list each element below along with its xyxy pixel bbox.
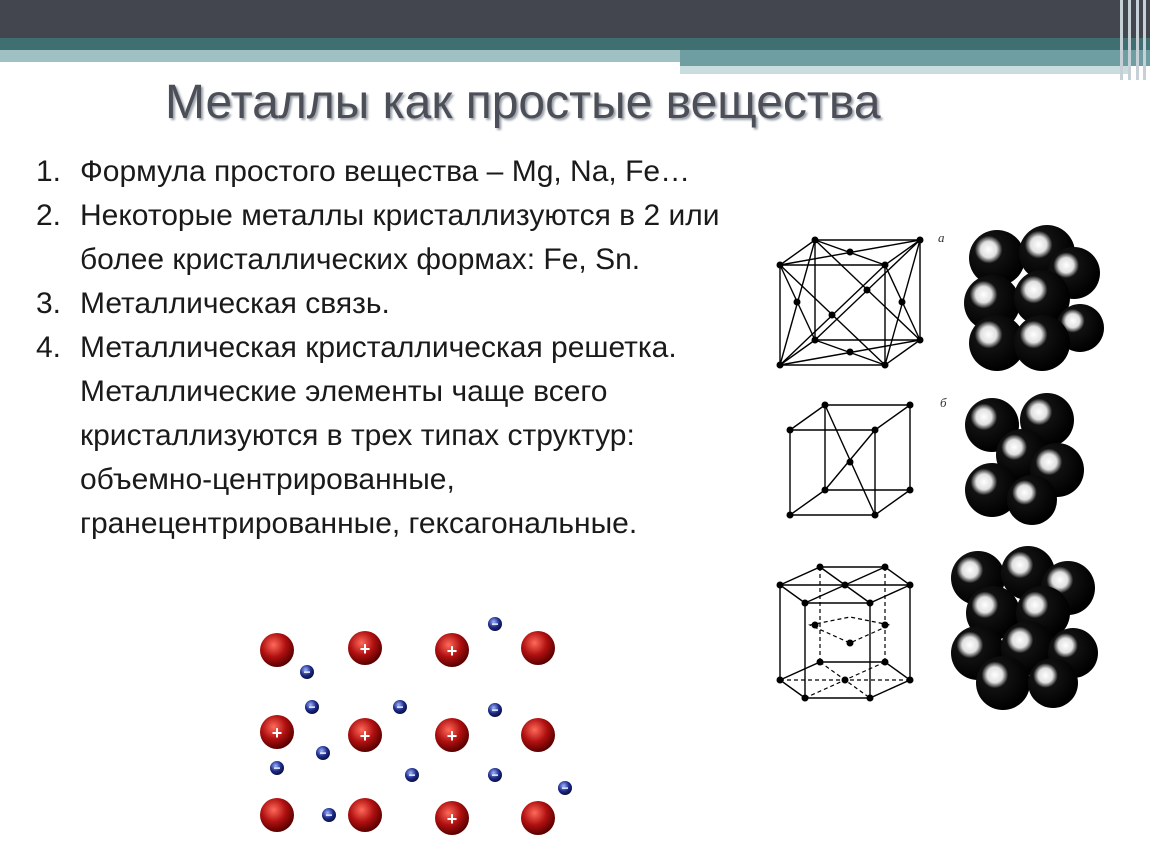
- bullet-list: [36, 150, 796, 546]
- electron: [558, 781, 572, 795]
- cation: [435, 633, 469, 667]
- sphere-packing-bcc: [962, 395, 1097, 525]
- header-stripe: [0, 38, 1150, 50]
- sphere-packing-fcc: [962, 228, 1107, 373]
- svg-text:−: −: [491, 617, 499, 631]
- svg-text:−: −: [396, 700, 404, 714]
- lattice-fcc-diagram: [775, 230, 945, 370]
- electron: [488, 703, 502, 717]
- electron: [305, 700, 319, 714]
- cation: [348, 631, 382, 665]
- cation: [260, 633, 294, 667]
- svg-text:+: +: [446, 809, 458, 829]
- svg-text:+: +: [446, 641, 458, 661]
- list-number: 3.: [36, 287, 62, 320]
- figure-label-b: б: [940, 395, 947, 410]
- svg-text:−: −: [303, 665, 311, 679]
- cation: [521, 631, 555, 665]
- header-stripe-mid: [680, 50, 1150, 66]
- electron: [316, 746, 330, 760]
- cation: [435, 801, 469, 835]
- cation: [435, 718, 469, 752]
- svg-text:−: −: [308, 700, 316, 714]
- list-item: [36, 194, 796, 282]
- svg-text:−: −: [408, 768, 416, 782]
- svg-text:−: −: [491, 703, 499, 717]
- svg-text:+: +: [446, 726, 458, 746]
- lattice-hcp-diagram: [775, 555, 965, 710]
- electron: [322, 808, 336, 822]
- svg-text:−: −: [325, 808, 333, 822]
- cation: [521, 718, 555, 752]
- cation: [260, 715, 294, 749]
- list-item: [36, 282, 796, 326]
- cation: [521, 801, 555, 835]
- svg-text:−: −: [491, 768, 499, 782]
- list-number: 4.: [36, 331, 62, 364]
- list-item: [36, 326, 796, 546]
- svg-text:−: −: [273, 761, 281, 775]
- svg-text:+: +: [271, 723, 283, 743]
- list-number: 1.: [36, 155, 62, 188]
- slide-title: Металлы как простые вещества: [165, 76, 881, 129]
- list-text: Металлическая кристаллическая решетка. Металлические элементы чаще всего кристаллизуются в трех типах структур: объемно-центрированные, гранецентрированные, гексагональные.: [80, 331, 677, 540]
- svg-text:+: +: [359, 639, 371, 659]
- electron: [270, 761, 284, 775]
- electron: [300, 665, 314, 679]
- header-stripe-pale: [680, 66, 1130, 74]
- electron: [393, 700, 407, 714]
- electron: [488, 768, 502, 782]
- metallic-bond-diagram: [255, 610, 575, 850]
- list-text: Металлическая связь.: [80, 287, 390, 320]
- list-text: Некоторые металлы кристаллизуются в 2 или более кристаллических формах: Fe, Sn.: [80, 199, 720, 276]
- header-decor-lines: [1118, 0, 1150, 80]
- sphere-packing-hcp: [948, 548, 1103, 713]
- header-stripe-light: [0, 50, 680, 62]
- list-text: Формула простого вещества – Mg, Na, Fe…: [80, 155, 691, 188]
- electron: [405, 768, 419, 782]
- svg-text:−: −: [319, 746, 327, 760]
- figure-label-a: а: [938, 230, 945, 245]
- list-number: 2.: [36, 199, 62, 232]
- cation: [348, 718, 382, 752]
- cation: [260, 798, 294, 832]
- cation: [348, 798, 382, 832]
- svg-text:+: +: [359, 726, 371, 746]
- electron: [488, 617, 502, 631]
- header-bar: [0, 0, 1150, 38]
- lattice-bcc-diagram: [785, 395, 955, 525]
- list-item: [36, 150, 796, 194]
- svg-text:−: −: [561, 781, 569, 795]
